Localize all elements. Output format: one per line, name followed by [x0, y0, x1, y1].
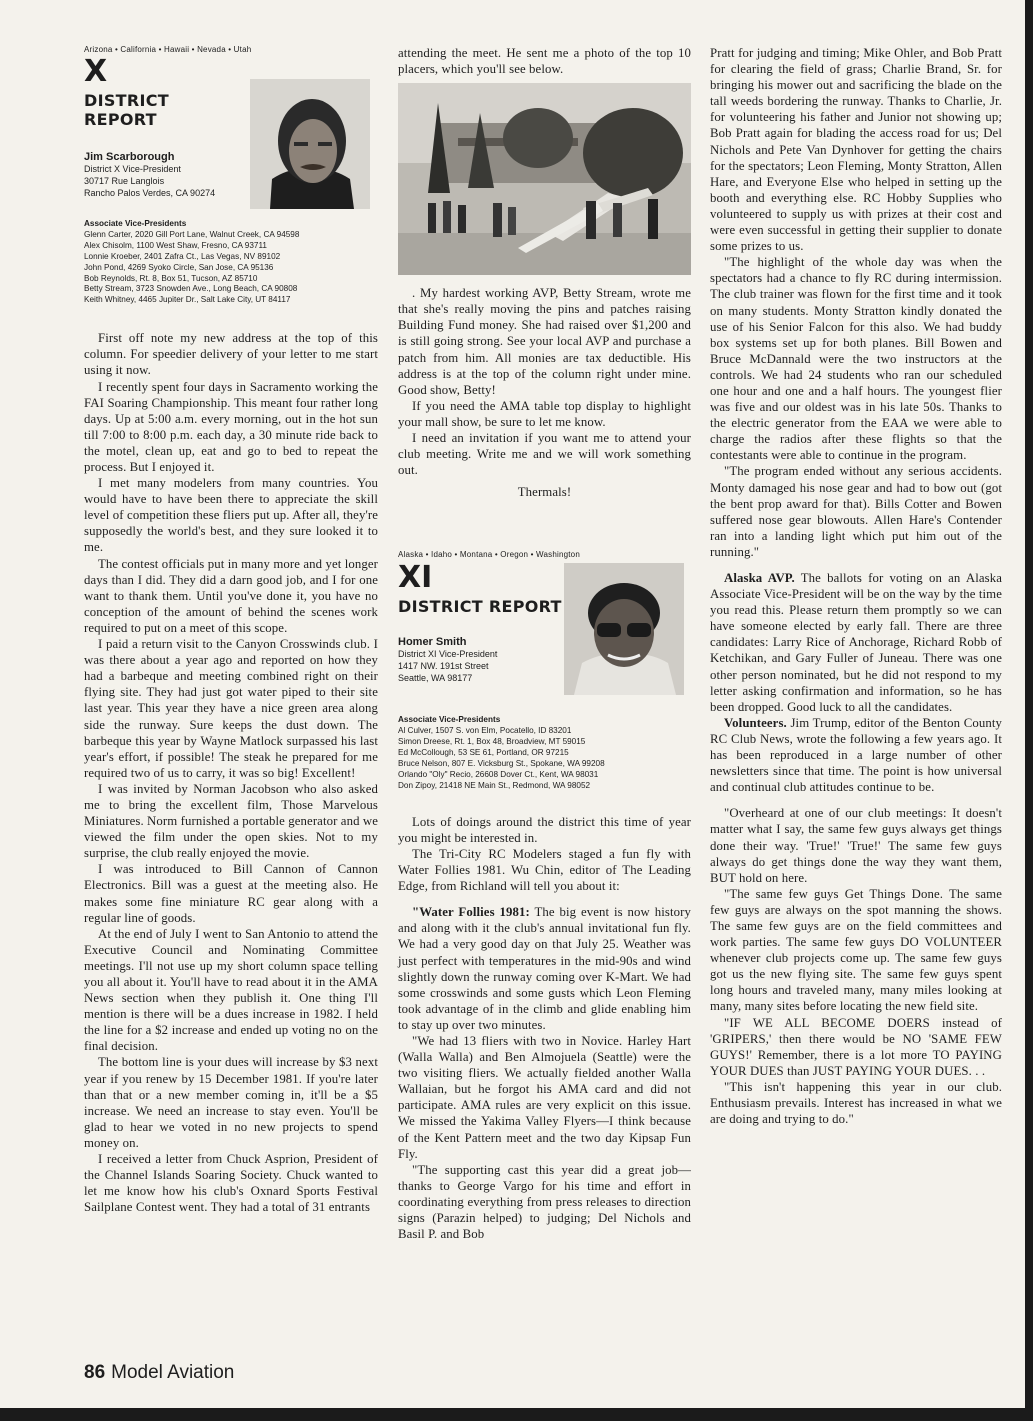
paragraph: I was introduced to Bill Cannon of Cannon Electronics. Bill was a guest at the meeting also. He makes some fine miniature RC gear along with a regular line of goods. — [84, 862, 378, 925]
paragraph: "Overheard at one of our club meetings: It doesn't matter what I say, the same few guys always get things done their way. 'True!' 'True!' The same few guys always do get things done the way they want them, BUT hold on here. — [710, 806, 1002, 885]
district-x-numeral: X — [84, 54, 108, 89]
district-x-assoc-heading: Associate Vice-Presidents — [84, 219, 187, 228]
page-footer — [84, 1362, 234, 1384]
associate-vp-entry: Lonnie Kroeber, 2401 Zafra Ct., Las Vegas, NV 89102 — [84, 251, 281, 261]
district-xi-associate-list — [398, 715, 691, 791]
paragraph: "IF WE ALL BECOME DOERS instead of 'GRIPERS,' then there would be NO 'SAME FEW GUYS!' Remember, there is a lot more TO PAYING YOUR DUES than JUST PAYING YOUR DUES. . . — [710, 1015, 1002, 1078]
paragraph: The bottom line is your dues will increase by $3 next year if you renew by 15 December 1981. If you're later than that or a new member coming in, it'll be a $5 increase. We need an increase to stay even. You'll be glad to hear we voted in no new projects to spend money on. — [84, 1055, 378, 1150]
column-1 — [84, 45, 378, 1215]
district-x-header — [84, 54, 378, 215]
district-x-article-col1 — [84, 330, 378, 1215]
paragraph: The Tri-City RC Modelers staged a fun fly with Water Follies 1981. Wu Chin, editor of The Leading Edge, from Richland will tell you about it: — [398, 846, 691, 894]
paragraph: I received a letter from Chuck Asprion, President of the Channel Islands Soaring Society. Chuck wanted to let me know how his club's Oxnard Sports Festival Sailplane Contest went. They had a total of 31 entrants — [84, 1152, 378, 1215]
district-x-article-col2 — [398, 45, 691, 77]
alaska-avp-lead: Alaska AVP. — [724, 571, 795, 585]
associate-vp-entry: Bob Reynolds, Rt. 8, Box 51, Tucson, AZ 85710 — [84, 273, 258, 283]
paragraph: "The highlight of the whole day was when the spectators had a chance to fly RC during intermission. The club trainer was flown for the first time and it took on many students. Monty Stratton kindly donated the use of his Senior Falcon for this also. We had buddy box systems set up for both planes. Bill Bowen and Bruce McDannald were the two instructors at the controls. We had 24 students who ran our scheduled one hour and one and a half hours. The youngest flier was five and our oldest was in his late 50s. Thanks to the electric generator from the EAA we were able to charge the radios after these flights so that the contestants were able to continue in the program. — [710, 255, 1002, 463]
alaska-avp-text: The ballots for voting on an Alaska Associate Vice-President will be on the way by the time you read this. Please return them promptly so we can have someone elected by early fall. There are three candidates: Larry Rice of Anchorage, Richard Robb of Ketchikan, and Gary Fuller of Juneau. There was one other person nominated, but he did not respond to my letter asking confirmation and information, so he has been dropped. Good luck to all the candidates. — [710, 571, 1002, 714]
district-xi-vp-title: District XI Vice-President — [398, 649, 498, 660]
water-follies-rest: The big event is now — [529, 905, 650, 920]
paragraph: I paid a return visit to the Canyon Crosswinds club. I was there about a year ago and reported on how they had a barbeque and meeting combined right on their flying site. They had just got water piped to their site last year. This year they have a nice green area along side the runway. Sure keeps the dust down. The barbeque this year by Wayne Matlock surpassed his last year's effort, if possible! The steak he prepared for me required two of us to carry, it was so big! Excellent! — [84, 637, 378, 780]
district-x-article-col2-cont — [398, 285, 691, 500]
associate-vp-entry: Bruce Nelson, 807 E. Vicksburg St., Spokane, WA 99208 — [398, 759, 605, 769]
paragraph: I met many modelers from many countries. You would have to have been there to appreciate the skill level of competition these fliers put up. After all, they're supposedly the world's best, and they sure looked it to me. — [84, 476, 378, 555]
district-x-title: DISTRICT REPORT — [84, 91, 170, 129]
district-x-vp-title: District X Vice-President — [84, 164, 181, 174]
paragraph: attending the meet. He sent me a photo of the top 10 placers, which you'll see below. — [398, 46, 691, 77]
district-x-vp-address1: 30717 Rue Langlois — [84, 176, 165, 186]
water-follies-body: history and along with it the club's annual invitational fun fly. We had a very good day on that July 25. Weather was just perfect with temperatures in the mid-90s and wind slightly down the runway coming over K-Mart. We had some crosswinds and some gusts which Leon Fleming took advantage of in the climb and glide enabling him to stay up over two minutes. — [398, 905, 691, 1032]
paragraph: "The same few guys Get Things Done. The same few guys are always on the spot manning the shows. The same few guys are on the field committees and work parties. The same few guys DO VOLUNTEER whenever club projects come up. The same few guys got us the new flying site. The same few guys spent long hours and traveled many, many miles looking at many, many sites before locating the new field site. — [710, 886, 1002, 1014]
district-xi-section — [398, 550, 691, 1242]
paragraph: The contest officials put in many more and yet longer days than I did. They did a darn good job, and I for one want to thank them. Until you've done it, you have no conception of the amount of behind the scenes work required to put on a meet of this scope. — [84, 556, 378, 635]
district-x-vp-address2: Rancho Palos Verdes, CA 90274 — [84, 188, 216, 198]
water-follies-lead: "Water Follies 1981: — [412, 905, 530, 920]
associate-vp-entry: Keith Whitney, 4465 Jupiter Dr., Salt Lake City, UT 84117 — [84, 295, 291, 305]
district-x-associate-list — [84, 219, 378, 306]
paragraph: Lots of doings around the district this time of year you might be interested in. — [398, 814, 691, 845]
page-number: 86 — [84, 1362, 106, 1383]
paragraph — [710, 570, 1002, 715]
top-ten-placers-photo — [398, 83, 691, 275]
district-xi-numeral: XI — [398, 560, 433, 596]
volunteers-text: Jim Trump, editor of the Benton County RC Club News, wrote the following a few years ago. It has been reproduced in a large number of other newsletters since that time. The point is how universal and continual club attitudes continue to be. — [710, 715, 1002, 795]
signoff: Thermals! — [517, 485, 572, 500]
district-xi-vp-address2: Seattle, WA 98177 — [398, 673, 473, 684]
paragraph: Pratt for judging and timing; Mike Ohler, and Bob Pratt for clearing the field of grass; Charlie Brand, Sr. for bringing his mower out and sacrificing the blade on the tall weeds bordering the runway. Thanks to Charlie, Jr. for volunteering his father and Junior not showing up; Bob Pratt again for blading the access road for us; Del Nichols and Pete Van Dynhover for getting the chairs for the spectators; Leon Fleming, Monty Stratton, Allen Hare, and Everyone Else who helped in setting up the booth and everything else. RC Hobby Supplies who volunteered to supply us with prizes at their cost and were even successful in getting their supplier to donate some prizes to us. — [710, 46, 1002, 254]
district-xi-vp-portrait — [564, 563, 684, 695]
associate-vp-entry: Orlando "Oly" Recio, 26608 Dover Ct., Kent, WA 98031 — [398, 769, 599, 779]
paragraph: . My hardest working AVP, Betty Stream, wrote me that she's really moving the pins and patches raising Building Fund money. She had raised over $1,200 and is still going strong. See your local AVP and purchase a patch from him. All monies are tax deductible. His address is at the top of the column right under mine. Good show, Betty! — [398, 286, 691, 397]
paragraph: If you need the AMA table top display to highlight your mall show, be sure to let me know. — [398, 398, 691, 429]
district-xi-header — [398, 560, 691, 713]
associate-vp-entry: Alex Chisolm, 1100 West Shaw, Fresno, CA 93711 — [84, 240, 267, 250]
column-3 — [710, 45, 1002, 1127]
district-xi-assoc-heading: Associate Vice-Presidents — [398, 715, 501, 725]
vp-portrait-photo — [250, 79, 370, 209]
associate-vp-entry: Glenn Carter, 2020 Gill Port Lane, Walnut Creek, CA 94598 — [84, 229, 300, 239]
associate-vp-entry: Al Culver, 1507 S. von Elm, Pocatello, ID 83201 — [398, 726, 572, 736]
district-x-states: Arizona • California • Hawaii • Nevada • Utah — [84, 45, 252, 54]
paragraph — [710, 715, 1002, 795]
paragraph: "The supporting cast this year did a great job—thanks to George Vargo for his time and effort in coordinating everything from press releases to direction signs (Parazin helped) to judging; Del Nichols and Basil P. and Bob — [398, 1162, 691, 1242]
paragraph: "This isn't happening this year in our club. Enthusiasm prevails. Interest has increased in what we are doing and trying to do." — [710, 1079, 1002, 1127]
paragraph: I was invited by Norman Jacobson who also asked me to bring the excellent film, Those Marvelous Miniatures. Norm furnished a portable generator and we viewed the film under the open skies. Not to my surprise, the club really enjoyed the movie. — [84, 781, 378, 861]
district-xi-vp-name: Homer Smith — [398, 636, 467, 649]
associate-vp-entry: Betty Stream, 3723 Snowden Ave., Long Beach, CA 90808 — [84, 284, 298, 294]
paragraph: "We had 13 fliers with two in Novice. Harley Hart (Walla Walla) and Ben Almojuela (Seattle) were the two visiting fliers. We actually fielded another Walla Wallaian, but he forgot his AMA card and did not participate. AMA rules are very explicit on this issue. We missed the Yakima Valley Flyers—I think because of the Kent Pattern meet and the two day Kipsap Fun Fly. — [398, 1033, 691, 1161]
district-xi-states: Alaska • Idaho • Montana • Oregon • Washington — [398, 550, 580, 560]
paragraph — [398, 904, 691, 1033]
paragraph: First off note my new address at the top of this column. For speedier delivery of your letter to me start using it now. — [84, 331, 378, 378]
district-xi-article-col2 — [398, 814, 691, 1242]
volunteers-lead: Volunteers. — [724, 715, 787, 730]
paragraph: I recently spent four days in Sacramento working the FAI Soaring Championship. This meant four rather long days. Up at 5:00 a.m. every morning, out in the hot sun till 7:00 to 8:00 p.m. each day, a 30 minute ride back to the motel, clean up, eat and go to bed to repeat the process. But I enjoyed it. — [84, 379, 378, 474]
paragraph: At the end of July I went to San Antonio to attend the Executive Council and Nominating Committee meetings. I'll not use up my short column space telling you all about it. You'll have to read about it in the AMA News section when they publish it. One thing I'll mention is there will be a dues increase in 1982. I held the line for a $2 increase and ended up voting no on the final decision. — [84, 926, 378, 1054]
paragraph: "The program ended without any serious accidents. Monty damaged his nose gear and had to bow out (got the bent prop award for that). Bills Cotter and Bowen suffered nose gear blowouts. Allen Hare's Contender ran into a landing light which put him out of the running." — [710, 464, 1002, 559]
district-xi-article-col3 — [710, 45, 1002, 1127]
associate-vp-entry: Don Zipoy, 21418 NE Main St., Redmond, WA 98052 — [398, 780, 591, 790]
district-xi-title: DISTRICT REPORT — [398, 597, 562, 617]
associate-vp-entry: Ed McCollough, 53 SE 61, Portland, OR 97215 — [398, 748, 569, 758]
paragraph: I need an invitation if you want me to attend your club meeting. Write me and we will work something out. — [398, 431, 691, 478]
column-2 — [398, 45, 691, 1242]
district-xi-vp-address1: 1417 NW. 191st Street — [398, 661, 489, 672]
associate-vp-entry: Simon Dreese, Rt. 1, Box 48, Broadview, MT 59015 — [398, 737, 586, 747]
associate-vp-entry: John Pond, 4269 Syoko Circle, San Jose, CA 95136 — [84, 262, 274, 272]
district-x-vp-name: Jim Scarborough — [84, 151, 175, 163]
magazine-name: Model Aviation — [111, 1362, 235, 1383]
